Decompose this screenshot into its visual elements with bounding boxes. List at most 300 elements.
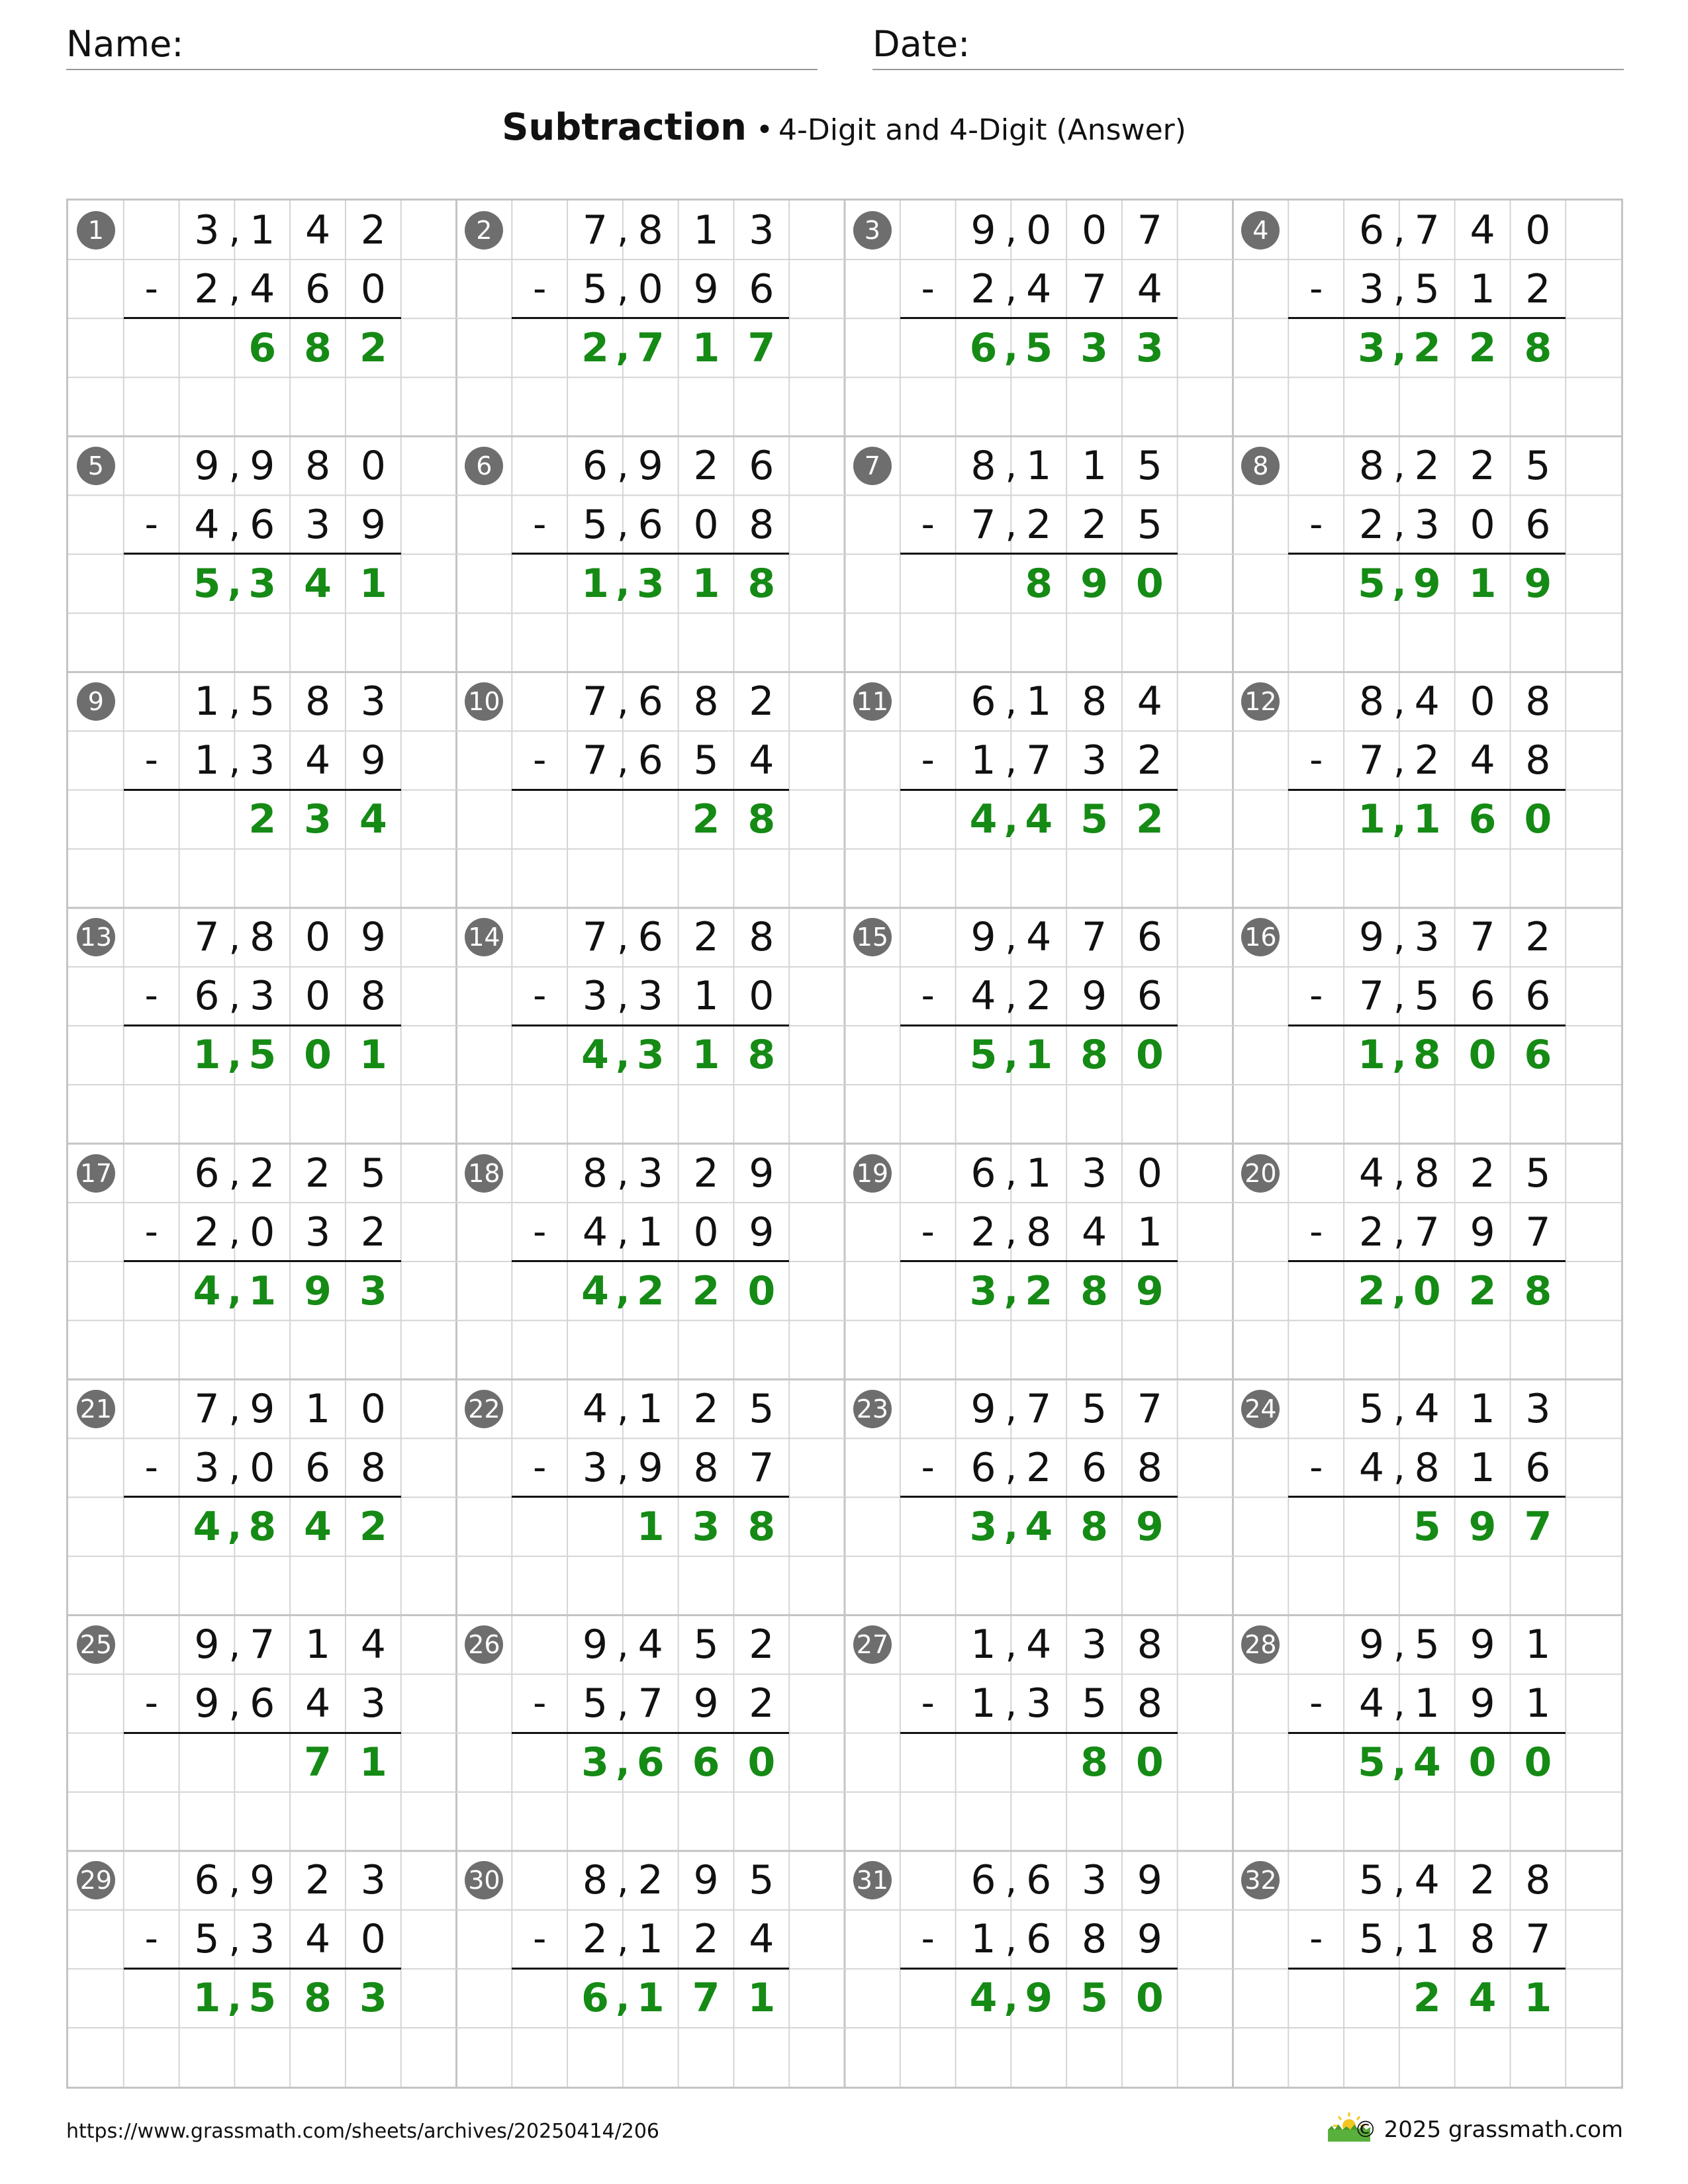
operand-digit: 3 [194,1444,220,1491]
operand-digit: 8 [1137,1444,1162,1491]
problem-number-badge: 27 [853,1625,892,1664]
operand-digit: 4 [1026,1621,1052,1668]
operand-digit: 5 [693,1621,719,1668]
operand-digit: 1 [1026,442,1052,489]
answer-digit: 1 [636,1975,665,2022]
answer-digit: 2 [359,324,387,371]
thousands-comma: , [616,1976,630,2020]
minus-sign: - [144,1682,158,1725]
operand-digit: 7 [1414,206,1440,253]
operand-digit: 0 [360,1916,386,1963]
answer-digit: 2 [692,1267,720,1314]
operand-digit: 2 [194,1208,220,1255]
answer-digit: 2 [1468,1267,1497,1314]
operand-digit: 7 [194,914,220,961]
operand-digit: 3 [250,737,275,784]
operand-digit: 1 [637,1385,663,1432]
operand-digit: 8 [1081,678,1107,725]
minus-sign: - [1309,1210,1323,1253]
operand-digit: 2 [250,1150,275,1197]
operand-digit: 9 [250,1385,275,1432]
answer-digit: 1 [692,560,720,607]
operand-digit: 2 [749,1621,774,1668]
operand-digit: 2 [582,1916,608,1963]
answer-digit: 3 [304,796,332,843]
thousands-comma: , [1005,680,1017,723]
thousands-comma: , [616,1623,629,1666]
operand-digit: 5 [582,1680,608,1727]
answer-digit: 3 [1135,324,1164,371]
answer-digit: 0 [1413,1267,1441,1314]
operand-digit: 2 [1525,914,1551,961]
minus-sign: - [921,1210,935,1253]
operand-digit: 8 [582,1150,608,1197]
operand-digit: 7 [1081,265,1107,312]
thousands-comma: , [616,1446,629,1490]
thousands-comma: , [616,1741,630,1784]
answer-digit: 7 [692,1975,720,2022]
operand-digit: 3 [305,1208,331,1255]
operand-digit: 5 [749,1385,774,1432]
operand-digit: 0 [693,501,719,548]
operand-digit: 2 [1414,737,1440,784]
operand-digit: 1 [1470,265,1495,312]
operand-digit: 6 [194,973,220,1020]
operand-digit: 9 [749,1208,774,1255]
minus-sign: - [921,739,935,782]
operand-digit: 8 [1414,1150,1440,1197]
thousands-comma: , [616,739,629,782]
operand-digit: 5 [1137,442,1162,489]
thousands-comma: , [1004,1976,1018,2020]
problem-number-badge: 22 [465,1390,503,1428]
operand-digit: 8 [1137,1680,1162,1727]
operand-digit: 7 [1137,206,1162,253]
operand-digit: 1 [305,1621,331,1668]
operand-digit: 1 [1470,1444,1495,1491]
operand-digit: 1 [970,1916,996,1963]
thousands-comma: , [616,915,629,959]
operand-digit: 4 [1026,914,1052,961]
operand-digit: 6 [305,265,331,312]
operand-digit: 4 [749,1916,774,1963]
operand-digit: 7 [1081,914,1107,961]
operand-digit: 1 [693,206,719,253]
operand-digit: 4 [970,973,996,1020]
operand-digit: 4 [194,501,220,548]
answer-digit: 8 [1080,1503,1108,1550]
thousands-comma: , [1005,974,1017,1018]
answer-digit: 5 [1025,324,1053,371]
thousands-comma: , [1005,1917,1017,1961]
operand-digit: 9 [1470,1621,1495,1668]
thousands-comma: , [1393,1917,1405,1961]
thousands-comma: , [1393,680,1405,723]
problem-number-badge: 16 [1241,918,1280,956]
answer-digit: 8 [1025,560,1053,607]
operand-digit: 0 [1470,678,1495,725]
problem-number-badge: 13 [77,918,115,956]
answer-digit: 8 [747,1032,776,1079]
problem-number-badge: 1 [77,211,115,250]
operand-digit: 2 [693,1916,719,1963]
minus-sign: - [144,974,158,1018]
thousands-comma: , [228,1210,241,1254]
thousands-comma: , [228,1446,241,1490]
operand-digit: 5 [1137,501,1162,548]
operand-digit: 2 [693,1385,719,1432]
operand-digit: 9 [637,1444,663,1491]
thousands-comma: , [616,1033,630,1077]
operand-digit: 9 [1081,973,1107,1020]
answer-digit: 4 [581,1267,609,1314]
answer-digit: 3 [692,1503,720,1550]
operand-digit: 9 [637,442,663,489]
minus-sign: - [921,1682,935,1725]
operand-digit: 6 [194,1857,220,1904]
operand-digit: 3 [637,973,663,1020]
operand-digit: 5 [1081,1680,1107,1727]
operand-digit: 0 [1137,1150,1162,1197]
operand-digit: 8 [1026,1208,1052,1255]
answer-digit: 8 [1524,324,1552,371]
operand-digit: 2 [1470,1150,1495,1197]
operand-digit: 6 [250,1680,275,1727]
answer-digit: 0 [747,1267,776,1314]
operand-digit: 2 [970,1208,996,1255]
problem-number-badge: 12 [1241,682,1280,721]
answer-digit: 9 [1413,560,1441,607]
answer-digit: 4 [359,796,387,843]
thousands-comma: , [1004,1033,1018,1077]
minus-sign: - [533,1445,547,1489]
operand-digit: 2 [305,1150,331,1197]
minus-sign: - [533,1210,547,1253]
operand-digit: 2 [305,1857,331,1904]
operand-digit: 4 [1470,206,1495,253]
operand-digit: 6 [582,442,608,489]
worksheet-grid [66,199,1623,2089]
operand-digit: 0 [305,973,331,1020]
minus-sign: - [533,1682,547,1725]
operand-digit: 7 [1026,737,1052,784]
operand-digit: 4 [1414,1385,1440,1432]
answer-digit: 4 [193,1267,221,1314]
answer-digit: 9 [1135,1267,1164,1314]
answer-digit: 5 [1080,1975,1108,2022]
operand-digit: 4 [637,1621,663,1668]
answer-digit: 5 [969,1032,998,1079]
minus-sign: - [1309,1445,1323,1489]
answer-digit: 8 [248,1503,277,1550]
operand-digit: 4 [305,1916,331,1963]
answer-digit: 7 [747,324,776,371]
operand-digit: 6 [1525,973,1551,1020]
operand-digit: 6 [1026,1916,1052,1963]
thousands-comma: , [1393,739,1405,782]
footer-url: https://www.grassmath.com/sheets/archives/20250414/206 [66,2120,660,2143]
operand-digit: 5 [194,1916,220,1963]
operand-digit: 5 [1358,1857,1385,1904]
operand-digit: 6 [749,442,774,489]
operand-digit: 0 [637,265,663,312]
operand-digit: 4 [1137,265,1162,312]
operand-digit: 7 [1358,737,1385,784]
operand-digit: 7 [1525,1208,1551,1255]
operand-digit: 7 [582,914,608,961]
operand-digit: 8 [693,678,719,725]
answer-digit: 1 [692,1032,720,1079]
answer-digit: 9 [1468,1503,1497,1550]
thousands-comma: , [228,974,241,1018]
operand-digit: 2 [970,265,996,312]
thousands-comma: , [1393,974,1405,1018]
operand-digit: 1 [1414,1916,1440,1963]
problem-number-badge: 3 [853,211,892,250]
thousands-comma: , [1392,562,1407,606]
operand-digit: 5 [1414,973,1440,1020]
operand-digit: 6 [1470,973,1495,1020]
title-separator: • [756,113,773,147]
problem-number-badge: 31 [853,1861,892,1899]
answer-digit: 1 [636,1503,665,1550]
thousands-comma: , [1392,1269,1407,1313]
answer-digit: 9 [1524,560,1552,607]
operand-digit: 1 [637,1208,663,1255]
operand-digit: 0 [1081,206,1107,253]
answer-digit: 0 [747,1739,776,1786]
thousands-comma: , [1005,503,1017,547]
answer-digit: 3 [636,560,665,607]
operand-digit: 4 [582,1385,608,1432]
answer-digit: 1 [1025,1032,1053,1079]
operand-digit: 3 [305,501,331,548]
thousands-comma: , [228,1858,241,1902]
answer-digit: 2 [1025,1267,1053,1314]
answer-digit: 2 [581,324,609,371]
answer-digit: 5 [1413,1503,1441,1550]
operand-digit: 3 [194,206,220,253]
operand-digit: 2 [749,1680,774,1727]
thousands-comma: , [616,1210,629,1254]
answer-digit: 3 [248,560,277,607]
thousands-comma: , [616,562,630,606]
operand-digit: 1 [194,678,220,725]
answer-digit: 2 [1413,1975,1441,2022]
answer-digit: 5 [193,560,221,607]
operand-digit: 9 [360,914,386,961]
thousands-comma: , [1005,1387,1017,1431]
operand-digit: 2 [637,1857,663,1904]
thousands-comma: , [1393,208,1405,252]
answer-digit: 3 [969,1503,998,1550]
operand-digit: 3 [1026,1680,1052,1727]
answer-digit: 6 [248,324,277,371]
answer-digit: 8 [747,1503,776,1550]
answer-digit: 1 [359,1739,387,1786]
operand-digit: 0 [1525,206,1551,253]
minus-sign: - [921,1445,935,1489]
thousands-comma: , [1392,1741,1407,1784]
operand-digit: 1 [693,973,719,1020]
answer-digit: 1 [692,324,720,371]
answer-digit: 8 [1080,1032,1108,1079]
problem-number-badge: 8 [1241,447,1280,485]
thousands-comma: , [1393,1858,1405,1902]
minus-sign: - [1309,974,1323,1018]
operand-digit: 4 [250,265,275,312]
answer-digit: 4 [304,1503,332,1550]
operand-digit: 9 [250,442,275,489]
answer-digit: 3 [1358,324,1385,371]
operand-digit: 2 [693,1150,719,1197]
operand-digit: 9 [1470,1208,1495,1255]
operand-digit: 8 [360,973,386,1020]
operand-digit: 8 [1470,1916,1495,1963]
minus-sign: - [921,974,935,1018]
operand-digit: 9 [693,1857,719,1904]
thousands-comma: , [1005,915,1017,959]
thousands-comma: , [227,1033,242,1077]
answer-digit: 1 [1468,560,1497,607]
operand-digit: 1 [1137,1208,1162,1255]
operand-digit: 6 [1525,501,1551,548]
operand-digit: 4 [1137,678,1162,725]
thousands-comma: , [227,1976,242,2020]
thousands-comma: , [228,1917,241,1961]
operand-digit: 7 [1026,1385,1052,1432]
name-label: Name: [66,23,184,65]
operand-digit: 1 [305,1385,331,1432]
operand-digit: 0 [1026,206,1052,253]
answer-digit: 8 [747,796,776,843]
thousands-comma: , [1005,1858,1017,1902]
operand-digit: 2 [1470,442,1495,489]
operand-digit: 0 [305,914,331,961]
operand-digit: 4 [1026,265,1052,312]
thousands-comma: , [616,208,629,252]
problem-number-badge: 4 [1241,211,1280,250]
thousands-comma: , [1393,1682,1405,1725]
operand-digit: 1 [637,1916,663,1963]
thousands-comma: , [1393,1210,1405,1254]
footer-copyright: © 2025 grassmath.com [1354,2116,1623,2143]
operand-digit: 8 [637,206,663,253]
operand-digit: 4 [305,737,331,784]
operand-digit: 3 [637,1150,663,1197]
thousands-comma: , [616,974,629,1018]
operand-digit: 6 [970,678,996,725]
answer-digit: 1 [1413,796,1441,843]
minus-sign: - [533,267,547,310]
problem-number-badge: 15 [853,918,892,956]
name-field[interactable] [66,25,818,70]
thousands-comma: , [228,915,241,959]
operand-digit: 9 [1137,1916,1162,1963]
operand-digit: 3 [1081,737,1107,784]
answer-digit: 1 [581,560,609,607]
operand-digit: 9 [693,265,719,312]
thousands-comma: , [1393,1152,1405,1195]
answer-digit: 4 [969,1975,998,2022]
problem-number-badge: 7 [853,447,892,485]
operand-digit: 5 [749,1857,774,1904]
thousands-comma: , [1392,1033,1407,1077]
operand-digit: 1 [970,1621,996,1668]
operand-digit: 2 [693,914,719,961]
minus-sign: - [533,1917,547,1961]
operand-digit: 5 [1081,1385,1107,1432]
problem-number-badge: 9 [77,682,115,721]
operand-digit: 3 [250,973,275,1020]
operand-digit: 9 [970,1385,996,1432]
operand-digit: 5 [1358,1385,1385,1432]
minus-sign: - [921,1917,935,1961]
operand-digit: 0 [250,1444,275,1491]
answer-digit: 1 [359,1032,387,1079]
operand-digit: 8 [582,1857,608,1904]
operand-digit: 7 [194,1385,220,1432]
answer-digit: 1 [1358,796,1385,843]
answer-digit: 5 [1358,1739,1385,1786]
thousands-comma: , [1005,208,1017,252]
answer-digit: 3 [1080,324,1108,371]
thousands-comma: , [228,1387,241,1431]
operand-digit: 5 [582,265,608,312]
minus-sign: - [144,1210,158,1253]
operand-digit: 2 [1026,973,1052,1020]
operand-digit: 4 [360,1621,386,1668]
operand-digit: 9 [194,1621,220,1668]
answer-digit: 1 [1358,1032,1385,1079]
operand-digit: 8 [1525,678,1551,725]
operand-digit: 8 [1137,1621,1162,1668]
operand-digit: 9 [693,1680,719,1727]
date-field[interactable] [872,25,1624,70]
operand-digit: 3 [360,1857,386,1904]
operand-digit: 7 [582,678,608,725]
thousands-comma: , [1393,1623,1405,1666]
thousands-comma: , [1393,444,1405,488]
minus-sign: - [144,502,158,546]
answer-digit: 1 [193,1975,221,2022]
thousands-comma: , [1392,326,1407,370]
operand-digit: 9 [250,1857,275,1904]
answer-digit: 7 [1524,1503,1552,1550]
operand-digit: 6 [637,501,663,548]
answer-digit: 1 [193,1032,221,1079]
thousands-comma: , [1004,1505,1018,1549]
thousands-comma: , [1005,1152,1017,1195]
operand-digit: 8 [1081,1916,1107,1963]
operand-digit: 0 [250,1208,275,1255]
answer-digit: 7 [304,1739,332,1786]
operand-digit: 1 [970,1680,996,1727]
operand-digit: 4 [1470,737,1495,784]
operand-digit: 5 [1525,442,1551,489]
answer-digit: 4 [1025,1503,1053,1550]
operand-digit: 7 [582,206,608,253]
answer-digit: 0 [1468,1032,1497,1079]
thousands-comma: , [616,1682,629,1725]
operand-digit: 3 [1358,265,1385,312]
operand-digit: 4 [749,737,774,784]
minus-sign: - [533,739,547,782]
operand-digit: 2 [360,1208,386,1255]
minus-sign: - [144,739,158,782]
operand-digit: 1 [1081,442,1107,489]
thousands-comma: , [616,1269,630,1313]
